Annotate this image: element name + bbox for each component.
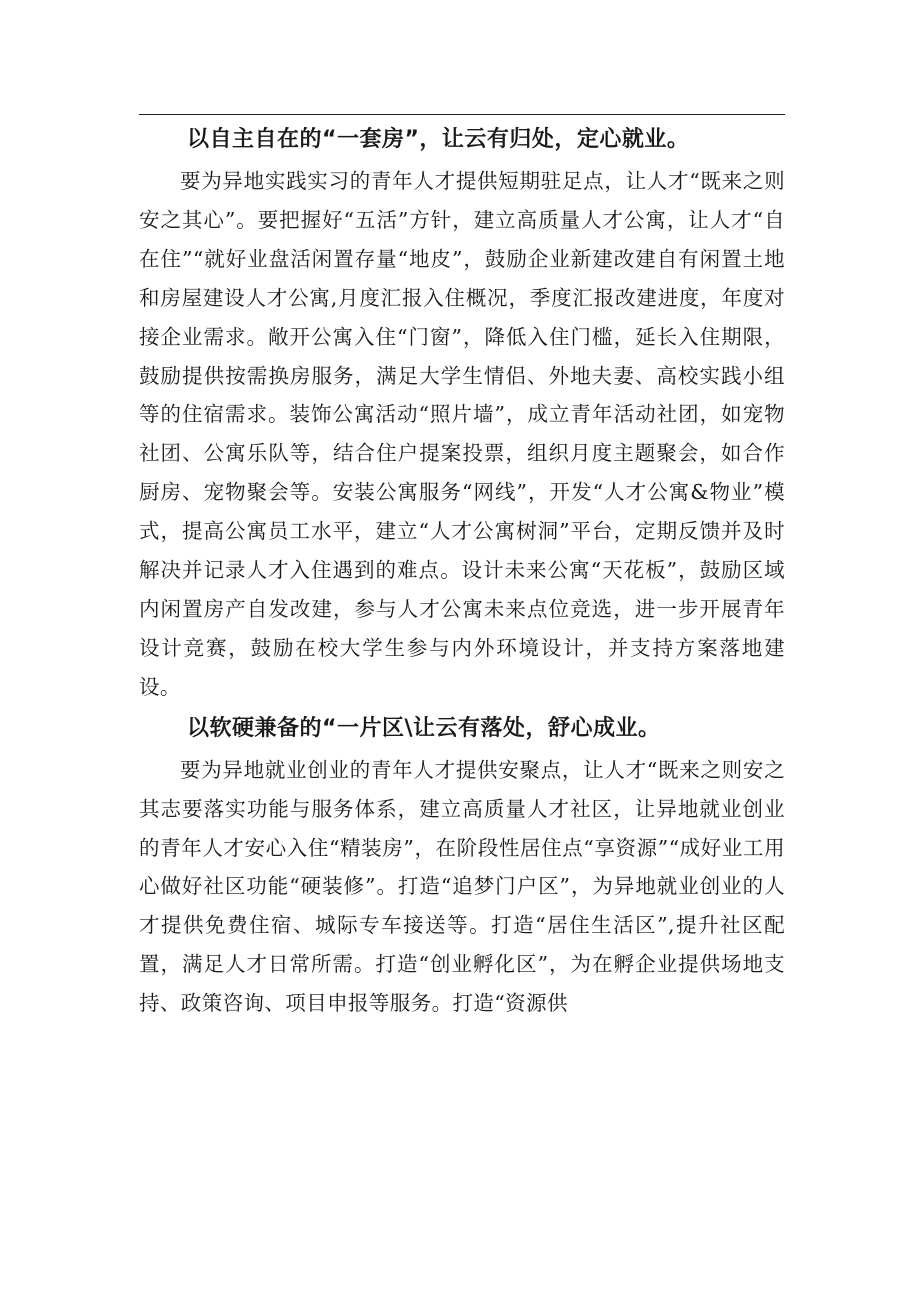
document-body [139,118,785,1101]
top-rule-divider [139,114,785,115]
section-1-paragraph: 要为异地实践实习的青年人才提供短期驻足点，让人才“既来之则安之其心”。要把握好“五活”方针，建立高质量人才公寓，让人才“自在住”“就好业盘活闲置存量“地皮”，鼓励企业新建改建自有闲置土地和房屋建设人才公寓,月度汇报入住概况，季度汇报改建进度，年度对接企业需求。敞开公寓入住“门窗”，降低入住门槛，延长入住期限，鼓励提供按需换房服务，满足大学生情侣、外地夫妻、高校实践小组等的住宿需求。装饰公寓活动“照片墙”，成立青年活动社团，如宠物社团、公寓乐队等，结合住户提案投票，组织月度主题聚会，如合作厨房、宠物聚会等。安装公寓服务“网线”，开发“人才公寓&物业”模式，提高公寓员工水平，建立“人才公寓树洞”平台，定期反馈并及时解决并记录人才入住遇到的难点。设计未来公寓“天花板”，鼓励区域内闲置房产自发改建，参与人才公寓未来点位竞选，进一步开展青年设计竞赛，鼓励在校大学生参与内外环境设计，并支持方案落地建设。 [139,169,785,699]
section-2-paragraph: 要为异地就业创业的青年人才提供安聚点，让人才“既来之则安之其志要落实功能与服务体系，建立高质量人才社区，让异地就业创业的青年人才安心入住“精装房”，在阶段性居住点“享资源”“成好业工用心做好社区功能“硬装修”。打造“追梦门户区”，为异地就业创业的人才提供免费住宿、城际专车接送等。打造“居住生活区”,提升社区配置，满足人才日常所需。打造“创业孵化区”，为在孵企业提供场地支持、政策咨询、项目申报等服务。打造“资源供 [139,757,785,1016]
section-2-heading: 以软硬兼备的“一片区\让云有落处，舒心成业。 [187,715,661,741]
section-1-heading: 以自主自在的“一套房”，让云有归处，定心就业。 [187,127,690,152]
